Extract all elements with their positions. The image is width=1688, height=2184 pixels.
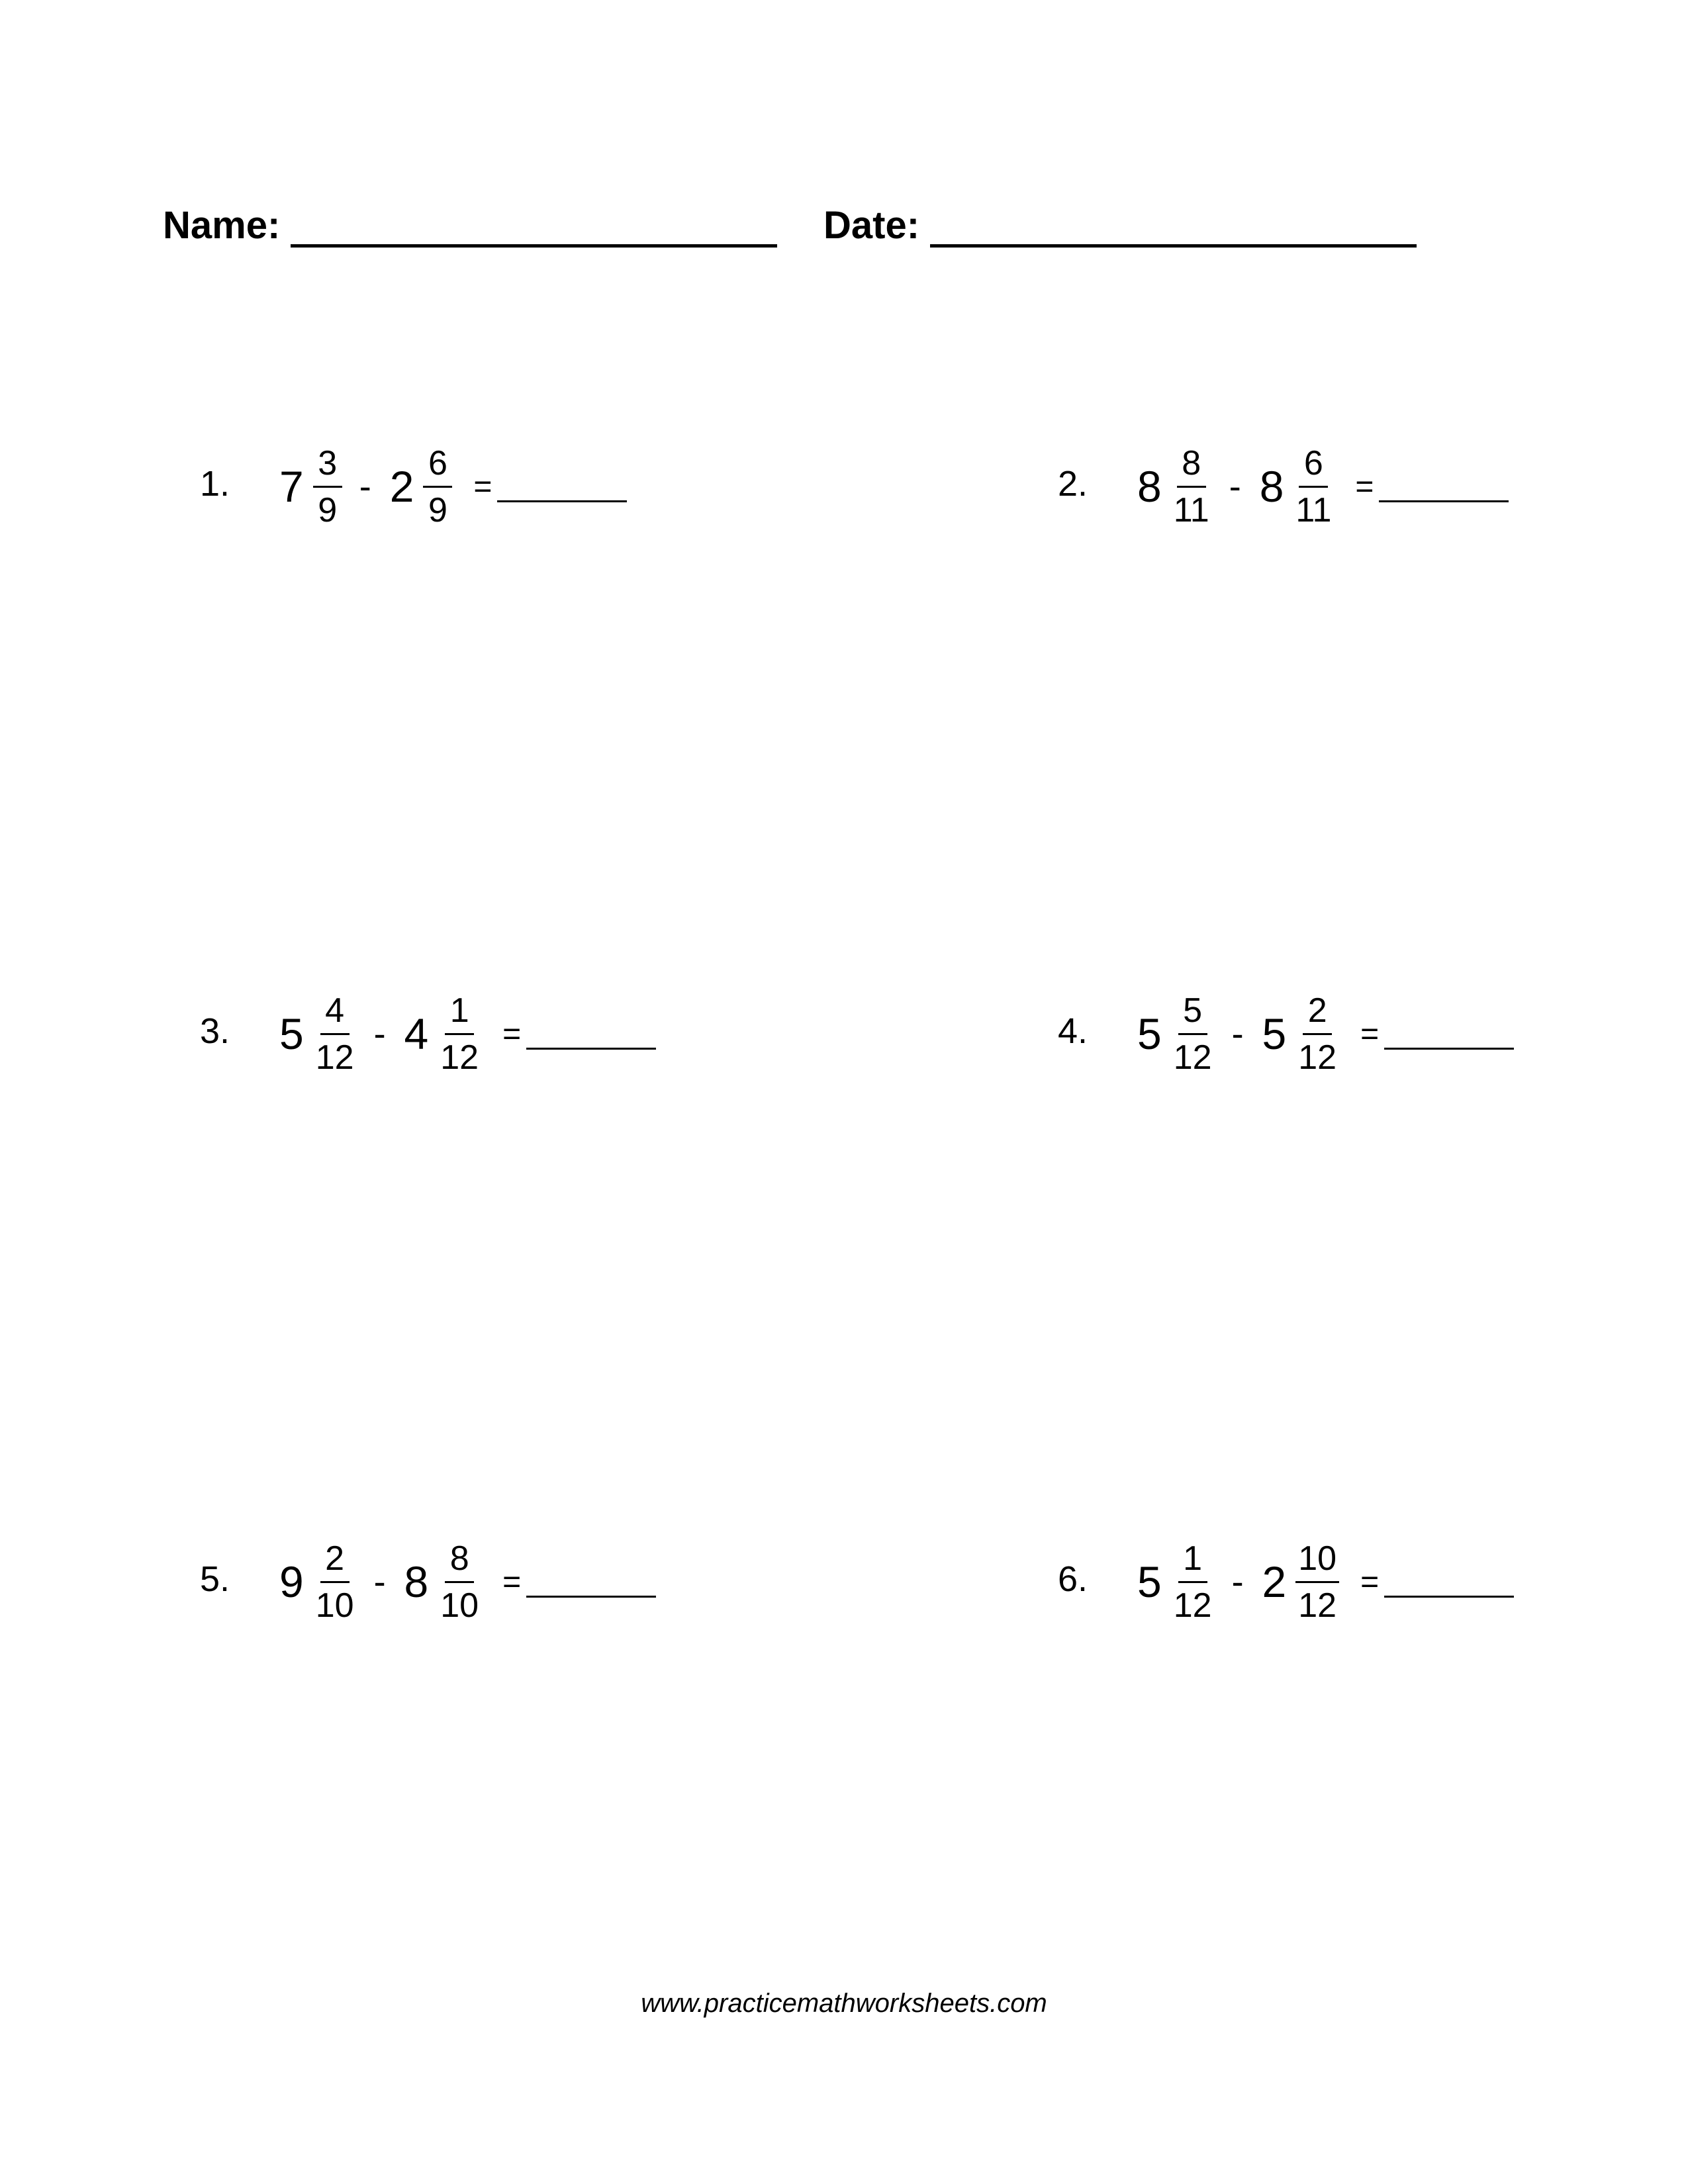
equals-sign: = [502,1564,522,1600]
equals-sign: = [473,469,492,504]
subtrahend-whole: 4 [404,1009,429,1058]
problem-number: 6. [1058,1559,1088,1599]
subtrahend-whole: 8 [404,1557,429,1606]
equals-sign: = [502,1016,522,1052]
denominator: 12 [1298,1038,1337,1077]
minus-sign: - [373,1014,386,1054]
minuend-whole: 7 [279,462,304,511]
minuend-fraction [313,443,342,529]
minus-sign: - [1231,1562,1244,1602]
equals-sign: = [1355,469,1374,504]
minuend-whole: 9 [279,1557,304,1606]
denominator: 12 [440,1038,479,1077]
problem-6 [1058,1535,1514,1628]
denominator: 12 [1298,1586,1337,1625]
minus-sign: - [373,1562,386,1602]
date-field [823,192,1417,245]
minuend-fraction [313,993,357,1075]
numerator: 5 [1178,993,1207,1035]
footer-website-url: www.practicemathworksheets.com [641,1989,1047,2018]
denominator: 9 [318,490,338,529]
numerator: 4 [320,993,350,1035]
minuend-fraction [1171,1541,1215,1623]
problem-5 [200,1535,656,1628]
answer-blank[interactable] [1379,500,1509,502]
denominator: 9 [428,490,447,529]
problem-number: 2. [1058,464,1088,504]
numerator: 10 [1295,1541,1339,1583]
minuend-whole: 5 [279,1009,304,1058]
minus-sign: - [359,467,371,506]
subtrahend-fraction [1295,1541,1339,1623]
answer-blank[interactable] [497,500,627,502]
minuend-fraction [1171,443,1212,529]
problem-4 [1058,987,1514,1080]
subtrahend-fraction [423,443,452,529]
problem-3 [200,987,656,1080]
subtrahend-fraction [1295,993,1339,1075]
minuend-whole: 8 [1137,462,1162,511]
equals-sign: = [1360,1016,1380,1052]
numerator: 2 [1303,993,1332,1035]
minuend-fraction [313,1541,357,1623]
minuend-whole: 5 [1137,1009,1162,1058]
numerator: 1 [445,993,474,1035]
denominator: 12 [1173,1586,1212,1625]
name-field [163,192,777,245]
denominator: 11 [1295,490,1332,529]
numerator: 8 [1177,446,1206,488]
denominator: 10 [315,1586,354,1625]
answer-blank[interactable] [1384,1596,1514,1598]
problem-2 [1058,440,1509,533]
problem-number: 5. [200,1559,230,1599]
name-label: Name: [163,204,281,247]
subtrahend-fraction [438,1541,481,1623]
problem-number: 3. [200,1011,230,1051]
denominator: 11 [1173,490,1209,529]
problem-number: 1. [200,464,230,504]
subtrahend-whole: 2 [389,462,414,511]
numerator: 6 [423,446,452,488]
minus-sign: - [1229,467,1241,506]
name-blank-line[interactable] [291,244,777,248]
numerator: 6 [1299,446,1328,488]
answer-blank[interactable] [526,1048,656,1050]
equals-sign: = [1360,1564,1380,1600]
answer-blank[interactable] [1384,1048,1514,1050]
minuend-fraction [1171,993,1215,1075]
numerator: 2 [320,1541,350,1583]
numerator: 3 [313,446,342,488]
problem-1 [200,440,627,533]
subtrahend-fraction [1293,443,1334,529]
minus-sign: - [1231,1014,1244,1054]
subtrahend-fraction [438,993,481,1075]
denominator: 12 [315,1038,354,1077]
numerator: 8 [445,1541,474,1583]
date-blank-line[interactable] [930,244,1417,248]
answer-blank[interactable] [526,1596,656,1598]
subtrahend-whole: 8 [1259,462,1284,511]
minuend-whole: 5 [1137,1557,1162,1606]
date-label: Date: [823,204,920,247]
denominator: 12 [1173,1038,1212,1077]
subtrahend-whole: 2 [1262,1557,1287,1606]
denominator: 10 [440,1586,479,1625]
numerator: 1 [1178,1541,1207,1583]
problem-number: 4. [1058,1011,1088,1051]
subtrahend-whole: 5 [1262,1009,1287,1058]
